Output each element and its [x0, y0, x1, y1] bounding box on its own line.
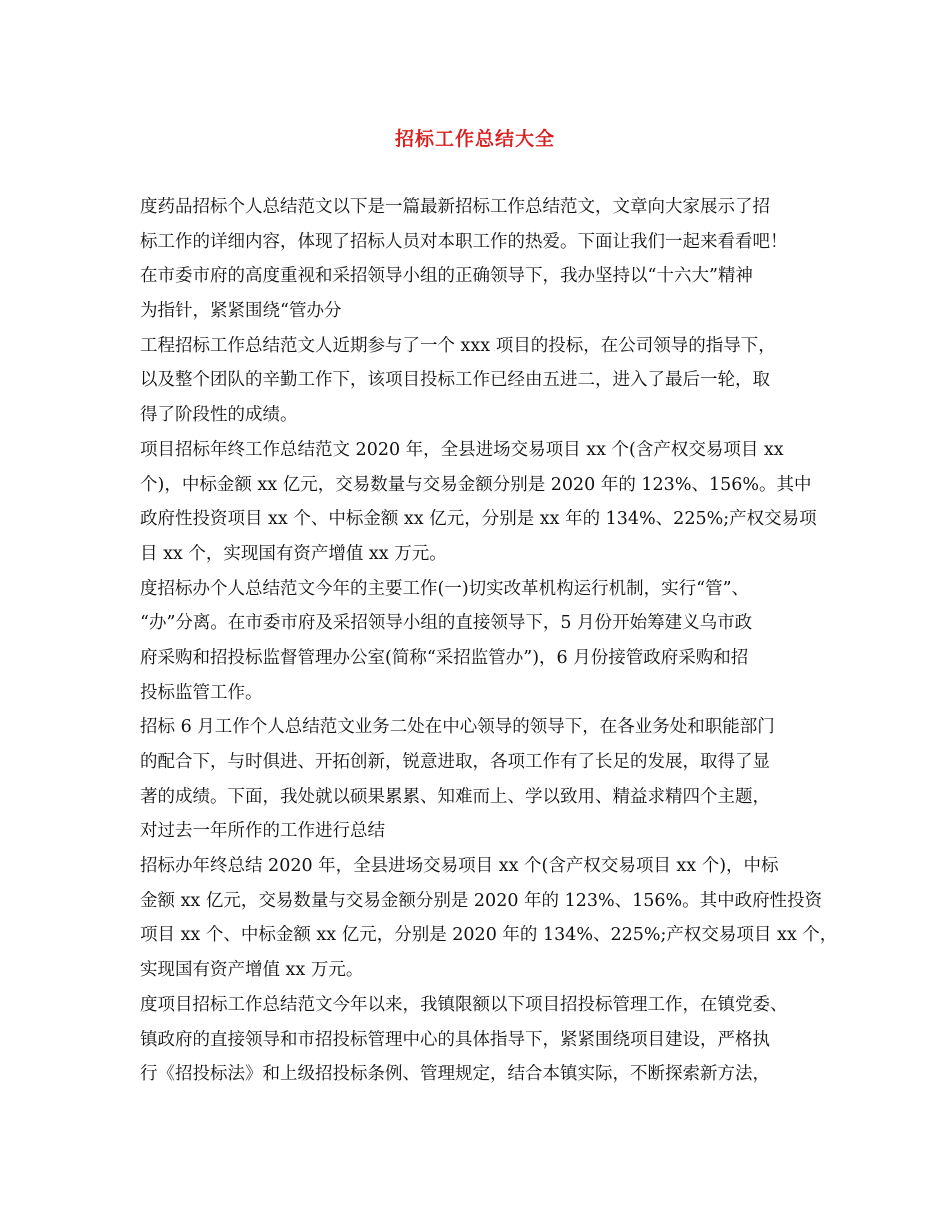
body-line: 项目招标年终工作总结范文 2020 年，全县进场交易项目 xx 个(含产权交易项目 xx	[140, 439, 784, 460]
body-line: 投标监管工作。	[140, 682, 263, 703]
body-line: 金额 xx 亿元，交易数量与交易金额分别是 2020 年的 123%、156%。其中政府性投资	[140, 890, 823, 911]
document-title: 招标工作总结大全	[394, 128, 555, 150]
body-line: 著的成绩。下面，我处就以硕果累累、知难而上、学以致用、精益求精四个主题，	[140, 786, 770, 807]
body-line: 项目 xx 个、中标金额 xx 亿元，分别是 2020 年的 134%、225%;产权交易项目 xx 个，	[140, 925, 838, 946]
body-line: “办”分离。在市委市府及采招领导小组的直接领导下，5 月份开始筹建义乌市政	[140, 613, 753, 634]
body-line: 招标办年终总结 2020 年，全县进场交易项目 xx 个(含产权交易项目 xx 个)，中标	[140, 856, 779, 877]
body-line: 对过去一年所作的工作进行总结	[140, 821, 385, 842]
body-line: 度招标办个人总结范文今年的主要工作(一)切实改革机构运行机制，实行“管”、	[140, 578, 750, 599]
body-line: 行《招投标法》和上级招投标条例、管理规定，结合本镇实际，不断探索新方法，	[140, 1064, 770, 1085]
body-line: 度药品招标个人总结范文以下是一篇最新招标工作总结范文，文章向大家展示了招	[140, 197, 770, 217]
body-line: 度项目招标工作总结范文今年以来，我镇限额以下项目招投标管理工作，在镇党委、	[140, 994, 788, 1015]
body-line: 的配合下，与时俱进、开拓创新，锐意进取，各项工作有了长足的发展，取得了显	[140, 752, 770, 772]
document-body	[140, 190, 838, 1092]
body-line: 在市委市府的高度重视和采招领导小组的正确领导下，我办坚持以“十六大”精神	[140, 266, 753, 287]
body-line: 实现国有资产增值 xx 万元。	[140, 960, 364, 981]
body-line: 为指针，紧紧围绕“管办分	[140, 301, 342, 322]
body-line: 招标 6 月工作个人总结范文业务二处在中心领导的领导下，在各业务处和职能部门	[140, 717, 775, 738]
body-line: 目 xx 个，实现国有资产增值 xx 万元。	[140, 543, 447, 564]
body-line: 个)，中标金额 xx 亿元，交易数量与交易金额分别是 2020 年的 123%、156%。其中	[140, 474, 812, 495]
body-line: 镇政府的直接领导和市招投标管理中心的具体指导下，紧紧围绕项目建设，严格执	[140, 1029, 770, 1050]
body-line: 府采购和招投标监督管理办公室(简称“采招监管办”)，6 月份接管政府采购和招	[140, 647, 749, 668]
body-line: 标工作的详细内容，体现了招标人员对本职工作的热爱。下面让我们一起来看看吧！	[140, 231, 788, 252]
body-line: 工程招标工作总结范文人近期参与了一个 xxx 项目的投标，在公司领导的指导下，	[140, 335, 776, 356]
body-line: 以及整个团队的辛勤工作下，该项目投标工作已经由五进二，进入了最后一轮，取	[140, 370, 770, 391]
body-line: 政府性投资项目 xx 个、中标金额 xx 亿元，分别是 xx 年的 134%、225%;产权交易项	[140, 509, 817, 530]
body-line: 得了阶段性的成绩。	[140, 405, 298, 426]
